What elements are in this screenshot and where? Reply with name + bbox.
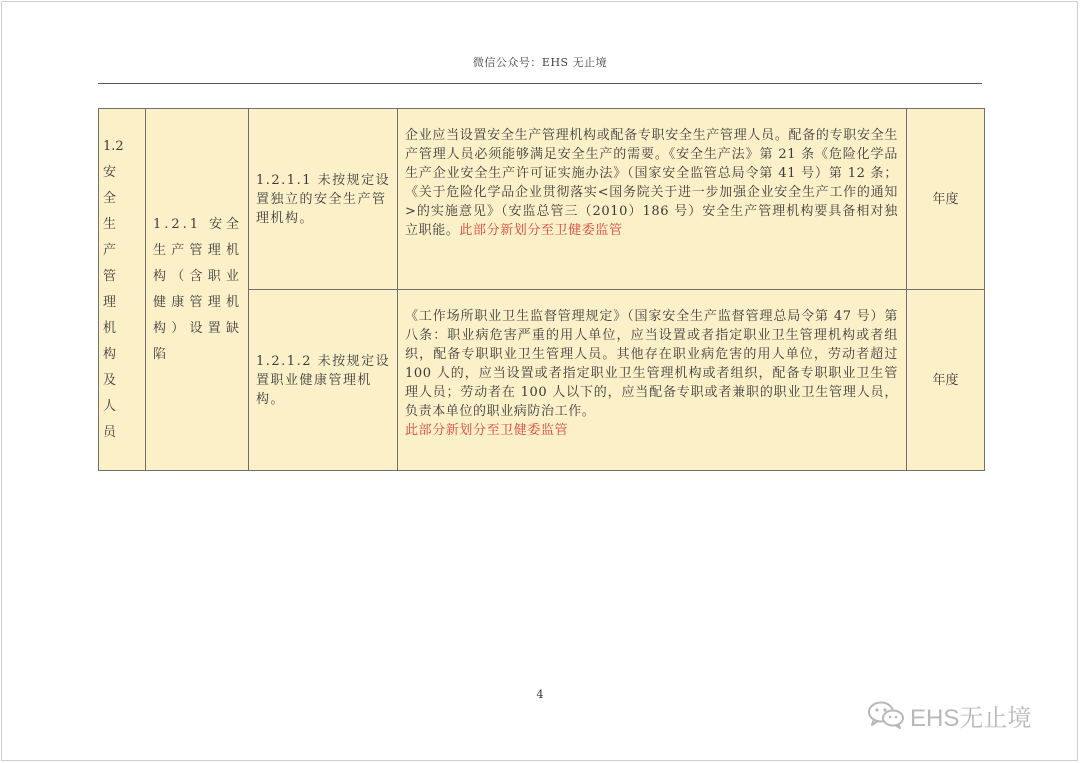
hazard-table <box>98 108 985 471</box>
item-cell <box>249 290 398 471</box>
basis-text: 《工作场所职业卫生监督管理规定》（国家安全生产监督管理总局令第 47 号）第八条：职业病危害严重的用人单位，应当设置或者指定职业卫生管理机构或者组织，配备专职职业卫生管理人员。其他存在职业病危害的用人单位，劳动者超过 100 人的，应当设置或者指定职业卫生管理机构或者组织，配备专职职业卫生管理人员；劳动者在 100 人以下的，应当配备专职或者兼职的职业卫生管理人员，负责本单位的职业病防治工作。 <box>405 309 898 419</box>
supervision-note: 此部分新划分至卫健委监管 <box>405 423 569 438</box>
frequency-text: 年度 <box>932 372 959 388</box>
item-text: 1.2.1.1 未按规定设置独立的安全生产管理机构。 <box>256 172 391 226</box>
basis-cell <box>398 290 907 471</box>
frequency-cell <box>907 290 985 471</box>
watermark <box>866 700 1031 730</box>
section-cell <box>99 109 146 471</box>
page-number: 4 <box>536 688 544 701</box>
subsection-text: 1.2.1 安全生产管理机构（含职业健康管理机构）设置缺陷 <box>153 216 242 362</box>
frequency-text: 年度 <box>932 191 959 207</box>
item-cell <box>249 109 398 290</box>
table-row <box>99 109 985 290</box>
subsection-cell <box>146 109 249 471</box>
page-header: 微信公众号：EHS 无止境 <box>472 56 608 69</box>
frequency-cell <box>907 109 985 290</box>
section-title: 安全生产管理机构及人员 <box>103 164 129 440</box>
header-rule <box>98 83 982 84</box>
section-number: 1.2 <box>103 138 124 154</box>
watermark-text: EHS无止境 <box>910 704 1032 732</box>
supervision-note: 此部分新划分至卫健委监管 <box>459 223 623 238</box>
item-text: 1.2.1.2 未按规定设置职业健康管理机构。 <box>256 353 391 407</box>
wechat-icon <box>866 700 906 730</box>
basis-text: 企业应当设置安全生产管理机构或配备专职安全生产管理人员。配备的专职安全生产管理人员必须能够满足安全生产的需要。《安全生产法》第 21 条《危险化学品生产企业安全生产许可证实施办法》（国家安全监管总局令第 41 号）第 12 条；《关于危险化学品企业贯彻落实<国务院关于进一步加强企业安全生产工作的通知>的实施意见》（安监总管三（2010）186 号）安全生产管理机构要具备相对独立职能。 <box>405 128 898 238</box>
basis-cell <box>398 109 907 290</box>
